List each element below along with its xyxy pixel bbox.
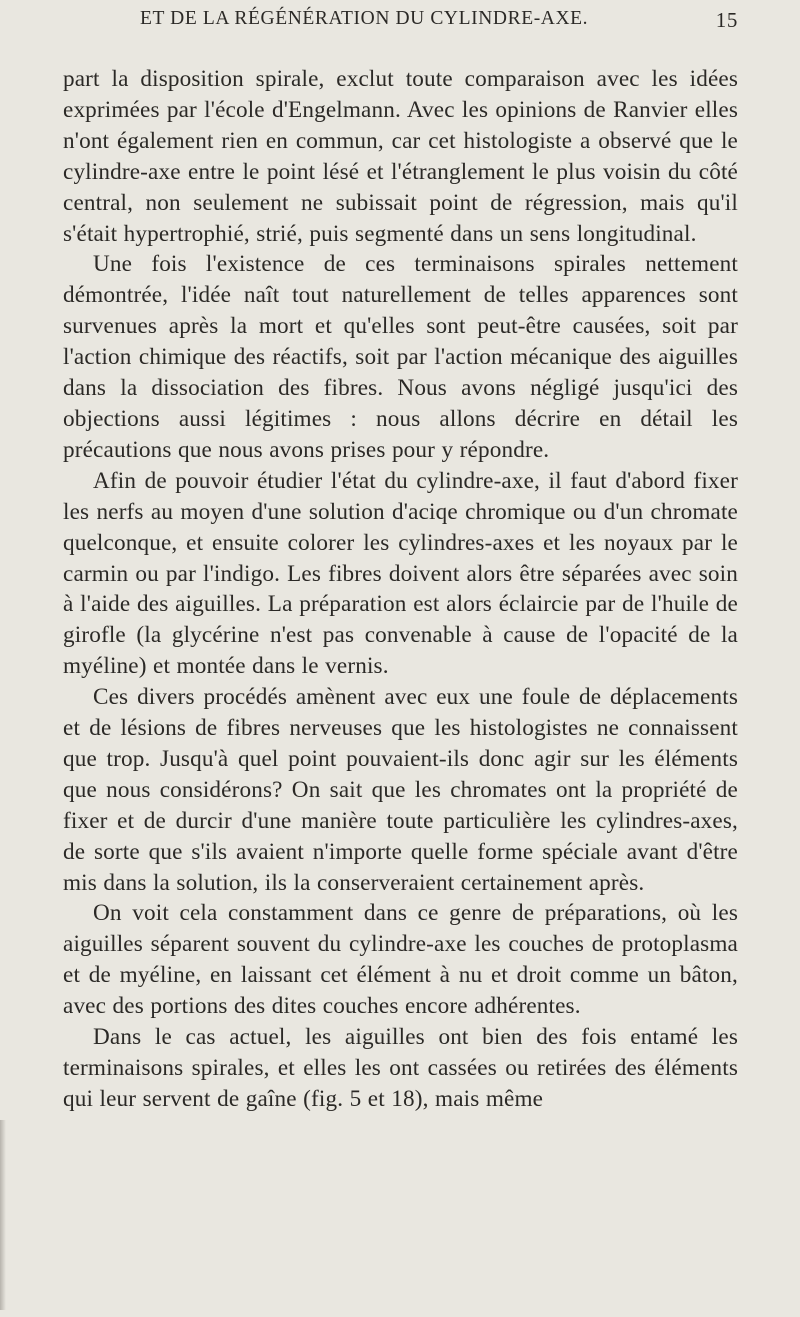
paragraph-continuation: part la disposition spirale, exclut toute comparaison avec les idées exprimées par l'école d'Engelmann. Avec les opinions de Ranvier elles n'ont également rien en commun, car cet histologiste a observé que le cylindre-axe entre le point lésé et l'étranglement le plus voisin du côté central, non seulement ne subissait point de régression, mais qu'il s'était hypertrophié, strié, puis segmenté dans un sens longitudinal. bbox=[63, 66, 738, 247]
page-edge-shadow bbox=[0, 1120, 6, 1310]
paragraph: On voit cela constamment dans ce genre de préparations, où les aiguilles séparent souvent du cylindre-axe les couches de protoplasma et de myéline, en laissant cet élément à nu et droit comme un bâton, avec des portions des dites couches encore adhérentes. bbox=[63, 900, 738, 1020]
running-head bbox=[140, 8, 738, 38]
paragraph: Afin de pouvoir étudier l'état du cylindre-axe, il faut d'abord fixer les nerfs au moyen d'une solution d'aciqe chromique ou d'un chromate quelconque, et ensuite colorer les cylindres-axes et les noyaux par le carmin ou par l'indigo. Les fibres doivent alors être séparées avec soin à l'aide des aiguilles. La préparation est alors éclaircie par de l'huile de girofle (la glycérine n'est pas convenable à cause de l'opacité de la myéline) et montée dans le vernis. bbox=[63, 467, 738, 680]
paragraph: Dans le cas actuel, les aiguilles ont bien des fois entamé les terminaisons spirales, et elles les ont cassées ou retirées des éléments qui leur servent de gaîne (fig. 5 et 18), mais même bbox=[63, 1024, 738, 1112]
running-title: ET DE LA RÉGÉNÉRATION DU CYLINDRE-AXE. bbox=[140, 8, 589, 29]
paragraph: Une fois l'existence de ces terminaisons spirales nettement démontrée, l'idée naît tout naturellement de telles apparences sont survenues après la mort et qu'elles sont peut-être causées, soit par l'action chimique des réactifs, soit par l'action mécanique des aiguilles dans la dissociation des fibres. Nous avons négligé jusqu'ici des objections aussi légitimes : nous allons décrire en détail les précautions que nous avons prises pour y répondre. bbox=[63, 251, 738, 463]
body-text bbox=[63, 64, 738, 1115]
paragraph: Ces divers procédés amènent avec eux une foule de déplacements et de lésions de fibres nerveuses que les histologistes ne connaissent que trop. Jusqu'à quel point pouvaient-ils donc agir sur les éléments que nous considérons? On sait que les chromates ont la propriété de fixer et de durcir d'une manière toute particulière les cylindres-axes, de sorte que s'ils avaient n'importe quelle forme spéciale avant d'être mis dans la solution, ils la conserveraient certainement après. bbox=[63, 684, 738, 896]
page-number: 15 bbox=[715, 8, 738, 32]
